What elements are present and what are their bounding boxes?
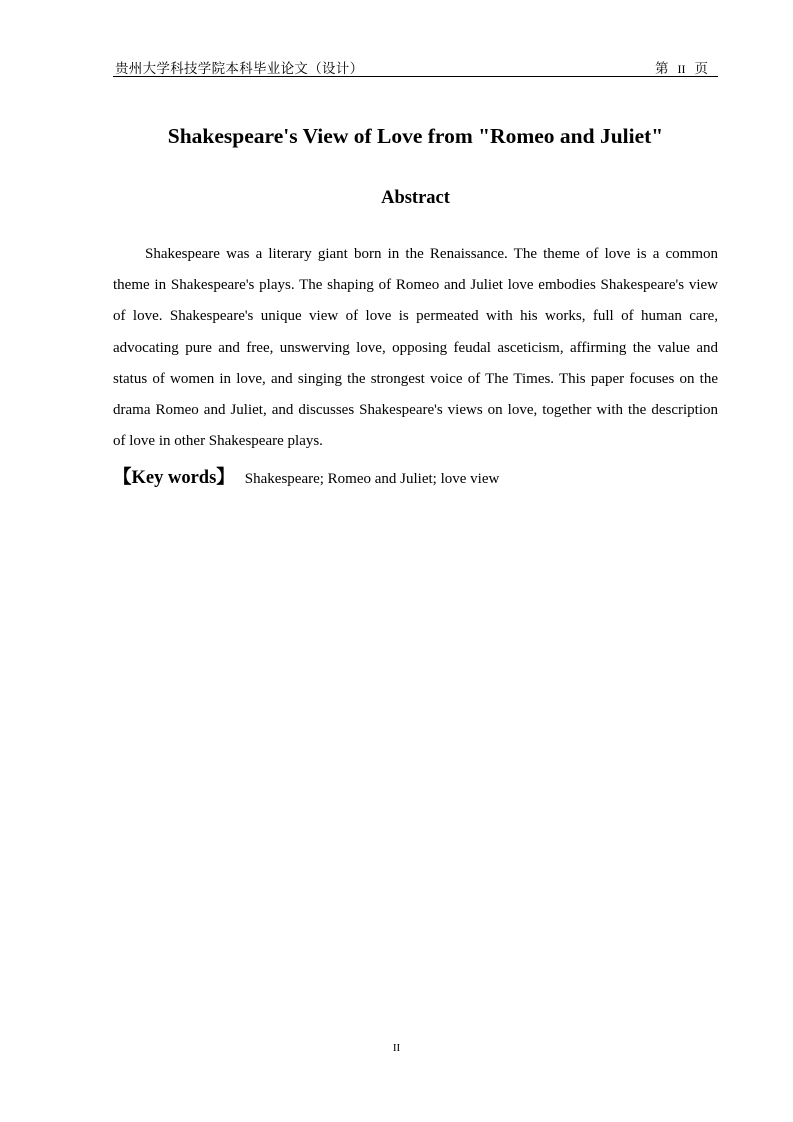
keywords-label: 【Key words】 [113, 468, 235, 488]
header-page-number: II [677, 62, 686, 76]
header-page-suffix: 页 [694, 61, 708, 76]
footer-page-number: II [392, 1042, 401, 1054]
paper-title: Shakespeare's View of Love from "Romeo and Juliet" [167, 124, 664, 148]
abstract-body: Shakespeare was a literary giant born in the Renaissance. The theme of love is a common theme in Shakespeare's plays. The shaping of Romeo and Juliet love embodies Shakespeare's view of love. Shakespeare's unique view of love is permeated with his works, full of human care, advocating pure and free, unswerving love, opposing feudal asceticism, affirming the value and status of women in love, and singing the strongest voice of The Times. This paper focuses on the drama Romeo and Juliet, and discusses Shakespeare's views on love, together with the description of love in other Shakespeare plays. [113, 246, 718, 450]
keywords-line [113, 464, 718, 493]
header-page-prefix: 第 [655, 61, 669, 76]
keywords-text: Shakespeare; Romeo and Juliet; love view [244, 471, 500, 487]
header-institution: 贵州大学科技学院本科毕业论文（设计） [115, 61, 364, 76]
abstract-heading: Abstract [381, 188, 450, 208]
header-page-indicator [655, 57, 708, 77]
running-header [113, 56, 718, 77]
